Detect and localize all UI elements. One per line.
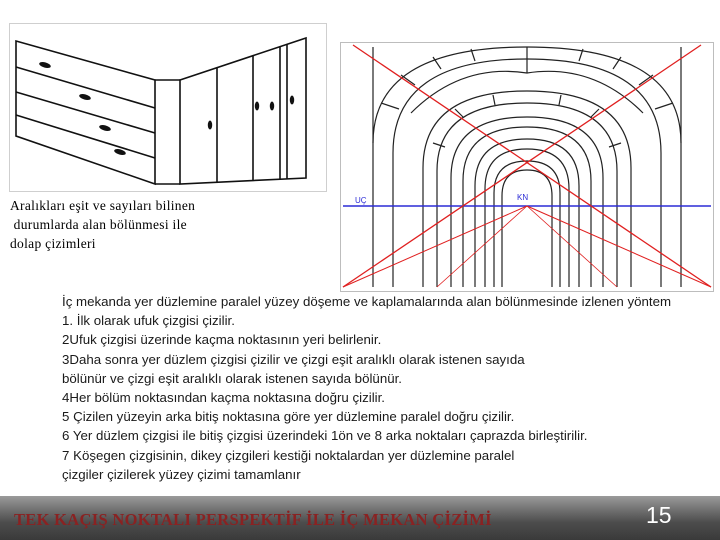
outer-pillar <box>373 47 681 287</box>
arch-pillar <box>393 153 661 287</box>
caption-line: dolap çizimleri <box>10 236 96 251</box>
caption-line: Aralıkları eşit ve sayıları bilinen <box>10 198 196 213</box>
cabinet-caption <box>10 196 340 253</box>
uc-label: UÇ <box>355 196 367 205</box>
arch-2 <box>423 91 631 287</box>
kn-label: KN <box>517 193 529 202</box>
diagonal-line <box>343 45 701 287</box>
drawer-divider <box>16 67 155 108</box>
instruction-line: 6 Yer düzlem çizgisi ile bitiş çizgisi üzerindeki 1ön ve 8 arka noktaları çaprazda birleştirilir. <box>62 428 588 444</box>
vanishing-line <box>527 206 711 287</box>
door-handle-icon <box>270 102 274 111</box>
door-handle-icon <box>255 102 259 111</box>
instruction-line: 7 Köşegen çizgisinin, dikey çizgileri kestiği noktalardan yer düzlemine paralel <box>62 447 515 463</box>
drawer-handle-icon <box>99 124 112 132</box>
rib <box>411 71 643 113</box>
arch-perspective-drawing <box>341 43 713 291</box>
footer-bar <box>0 496 720 540</box>
page-number: 15 <box>646 502 672 528</box>
diagonal-line <box>353 45 711 287</box>
drawer-handle-icon <box>79 93 92 101</box>
drawer-handle-icon <box>39 61 52 69</box>
arch-3 <box>451 117 603 287</box>
arch-5 <box>494 161 560 287</box>
instructions-text <box>62 292 720 484</box>
instruction-line: 2Ufuk çizgisi üzerinde kaçma noktasının yeri belirlenir. <box>62 332 382 348</box>
drawer-divider <box>16 115 155 158</box>
instruction-line: 5 Çizilen yüzeyin arka bitiş noktasına göre yer düzlemine paralel doğru çizilir. <box>62 409 515 425</box>
cabinet-drawing <box>10 24 326 191</box>
arch-perspective-figure <box>340 42 714 292</box>
instruction-line: 4Her bölüm noktasından kaçma noktasına doğru çizilir. <box>62 389 385 405</box>
instruction-line: 3Daha sonra yer düzlem çizgisi çizilir ve çizgi eşit aralıklı olarak istenen sayıda <box>62 351 525 367</box>
door-handle-icon <box>208 121 212 130</box>
instruction-line: İç mekanda yer düzlemine paralel yüzey döşeme ve kaplamalarında alan bölünmesinde izlenen yöntem <box>62 294 672 309</box>
caption-line: durumlarda alan bölünmesi ile <box>10 217 187 232</box>
instruction-line: 1. İlk olarak ufuk çizgisi çizilir. <box>62 313 235 329</box>
arch-5-inner <box>502 170 552 287</box>
door-handle-icon <box>290 96 294 105</box>
instruction-line: çizgiler çizilerek yüzey çizimi tamamlanır <box>62 466 301 482</box>
instruction-line: bölünür ve çizgi eşit aralıklı olarak istenen sayıda bölünür. <box>62 370 402 386</box>
cabinet-drawing-figure <box>9 23 327 192</box>
arch-3-inner <box>463 127 591 287</box>
vanishing-line <box>343 206 527 287</box>
footer-title: TEK KAÇIŞ NOKTALI PERSPEKTİF İLE İÇ MEKAN ÇİZİMİ <box>14 510 492 529</box>
